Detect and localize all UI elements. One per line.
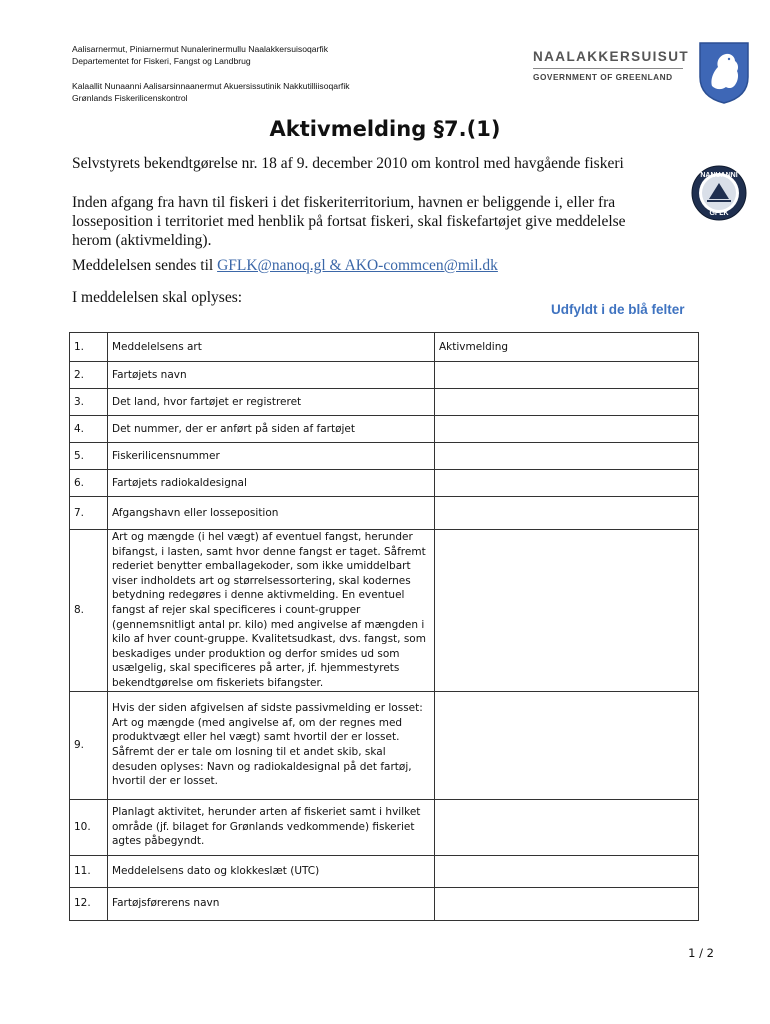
- row-number: 3.: [70, 389, 108, 416]
- department-header: [72, 43, 350, 104]
- row-value-field[interactable]: [435, 470, 699, 497]
- row-label: Hvis der siden afgivelsen af sidste passivmelding er losset: Art og mængde (med angivelse af, om der regnes med produktvægt eller hel vægt) samt hvortil der er losset. Såfremt der er tale om losning til et andet skib, skal desuden oplyses: Navn og radiokaldesignal på det fartøj, hvortil der er losset.: [108, 691, 435, 799]
- logo-subtitle: GOVERNMENT OF GREENLAND: [533, 72, 673, 82]
- row-value-field[interactable]: Aktivmelding: [435, 333, 699, 362]
- row-label: Fiskerilicensnummer: [108, 443, 435, 470]
- filled-fields-note: Udfyldt i de blå felter: [551, 302, 685, 317]
- logo-divider: [533, 68, 683, 69]
- row-label: Art og mængde (i hel vægt) af eventuel fangst, herunder bifangst, i lasten, samt hvor denne fangst er taget. Såfremt rederiet benytter emballagekoder, som ikke umiddelbart viser indholdets art og størrelsessortering, skal kodernes betydning redegøres i denne aktivmelding. En eventuel fangst af rejer skal specificeres i count-grupper (gennemsnitligt antal pr. kilo) med angivelse af mængden i kilo af hver count-gruppe. Kvalitetsudkast, dvs. fangst, som beskadiges under produktion og derfor smides ud som usælgelig, skal specificeres på arter, jf. hjemmestyrets bekendtgørelse om fiskeriets bifangster.: [108, 530, 435, 692]
- send-prefix: Meddelelsen sendes til: [72, 257, 218, 274]
- row-number: 4.: [70, 416, 108, 443]
- send-to-line: [72, 256, 498, 275]
- page-title: Aktivmelding §7.(1): [269, 117, 501, 141]
- form-row: [70, 799, 699, 855]
- row-value-field[interactable]: [435, 497, 699, 530]
- row-number: 2.: [70, 362, 108, 389]
- government-logo-text: [533, 49, 689, 82]
- form-row: [70, 333, 699, 362]
- form-row: [70, 362, 699, 389]
- form-row: [70, 887, 699, 920]
- badge-bottom-text: GFLK: [709, 210, 729, 217]
- gflk-badge-icon: [691, 165, 747, 221]
- page-number: 1 / 2: [688, 946, 714, 960]
- row-label: Afgangshavn eller losseposition: [108, 497, 435, 530]
- form-row: [70, 497, 699, 530]
- row-number: 6.: [70, 470, 108, 497]
- row-value-field[interactable]: [435, 799, 699, 855]
- row-value-field[interactable]: [435, 443, 699, 470]
- row-number: 10.: [70, 799, 108, 855]
- row-number: 8.: [70, 530, 108, 692]
- header-line-3: Kalaallit Nunaanni Aalisarsinnaanermut Akuersissutinik Nakkutilliisoqarfik: [72, 81, 350, 91]
- form-row: [70, 389, 699, 416]
- email-link[interactable]: GFLK@nanoq.gl & AKO-commcen@mil.dk: [217, 257, 498, 274]
- row-value-field[interactable]: [435, 530, 699, 692]
- row-value-field[interactable]: [435, 887, 699, 920]
- report-form-table: [69, 332, 699, 921]
- header-line-1: Aalisarnermut, Piniarnermut Nunalerinermullu Naalakkersuisoqarfik: [72, 44, 329, 54]
- form-row: [70, 530, 699, 692]
- row-label: Fartøjsførerens navn: [108, 887, 435, 920]
- form-row: [70, 443, 699, 470]
- oplyses-label: I meddelelsen skal oplyses:: [72, 289, 243, 306]
- row-number: 7.: [70, 497, 108, 530]
- row-label: Meddelelsens dato og klokkeslæt (UTC): [108, 855, 435, 887]
- row-value-field[interactable]: [435, 855, 699, 887]
- row-label: Fartøjets navn: [108, 362, 435, 389]
- row-value-field[interactable]: [435, 389, 699, 416]
- form-row: [70, 416, 699, 443]
- row-number: 5.: [70, 443, 108, 470]
- coat-of-arms-icon: [698, 41, 750, 104]
- row-label: Planlagt aktivitet, herunder arten af fiskeriet samt i hvilket område (jf. bilaget for Grønlands vedkommende) fiskeriet agtes påbegyndt.: [108, 799, 435, 855]
- row-value-field[interactable]: [435, 362, 699, 389]
- row-label: Det land, hvor fartøjet er registreret: [108, 389, 435, 416]
- row-label: Det nummer, der er anført på siden af fartøjet: [108, 416, 435, 443]
- row-value-field[interactable]: [435, 691, 699, 799]
- row-number: 12.: [70, 887, 108, 920]
- form-row: [70, 470, 699, 497]
- logo-name: NAALAKKERSUISUT: [533, 49, 689, 64]
- form-row: [70, 855, 699, 887]
- row-number: 9.: [70, 691, 108, 799]
- badge-top-text: NANUANNI: [700, 172, 738, 179]
- intro-paragraph: Inden afgang fra havn til fiskeri i det fiskeriterritorium, havnen er beliggende i, eller fra losseposition i territoriet med henblik på fortsat fiskeri, skal fiskefartøjet give meddelelse herom (aktivmelding).: [72, 194, 626, 249]
- row-label: Fartøjets radiokaldesignal: [108, 470, 435, 497]
- form-row: [70, 691, 699, 799]
- row-number: 1.: [70, 333, 108, 362]
- header-line-4: Grønlands Fiskerilicenskontrol: [72, 93, 188, 103]
- row-value-field[interactable]: [435, 416, 699, 443]
- row-number: 11.: [70, 855, 108, 887]
- row-label: Meddelelsens art: [108, 333, 435, 362]
- header-line-2: Departementet for Fiskeri, Fangst og Landbrug: [72, 56, 251, 66]
- regulation-subtitle: Selvstyrets bekendtgørelse nr. 18 af 9. december 2010 om kontrol med havgående fiskeri: [72, 155, 624, 172]
